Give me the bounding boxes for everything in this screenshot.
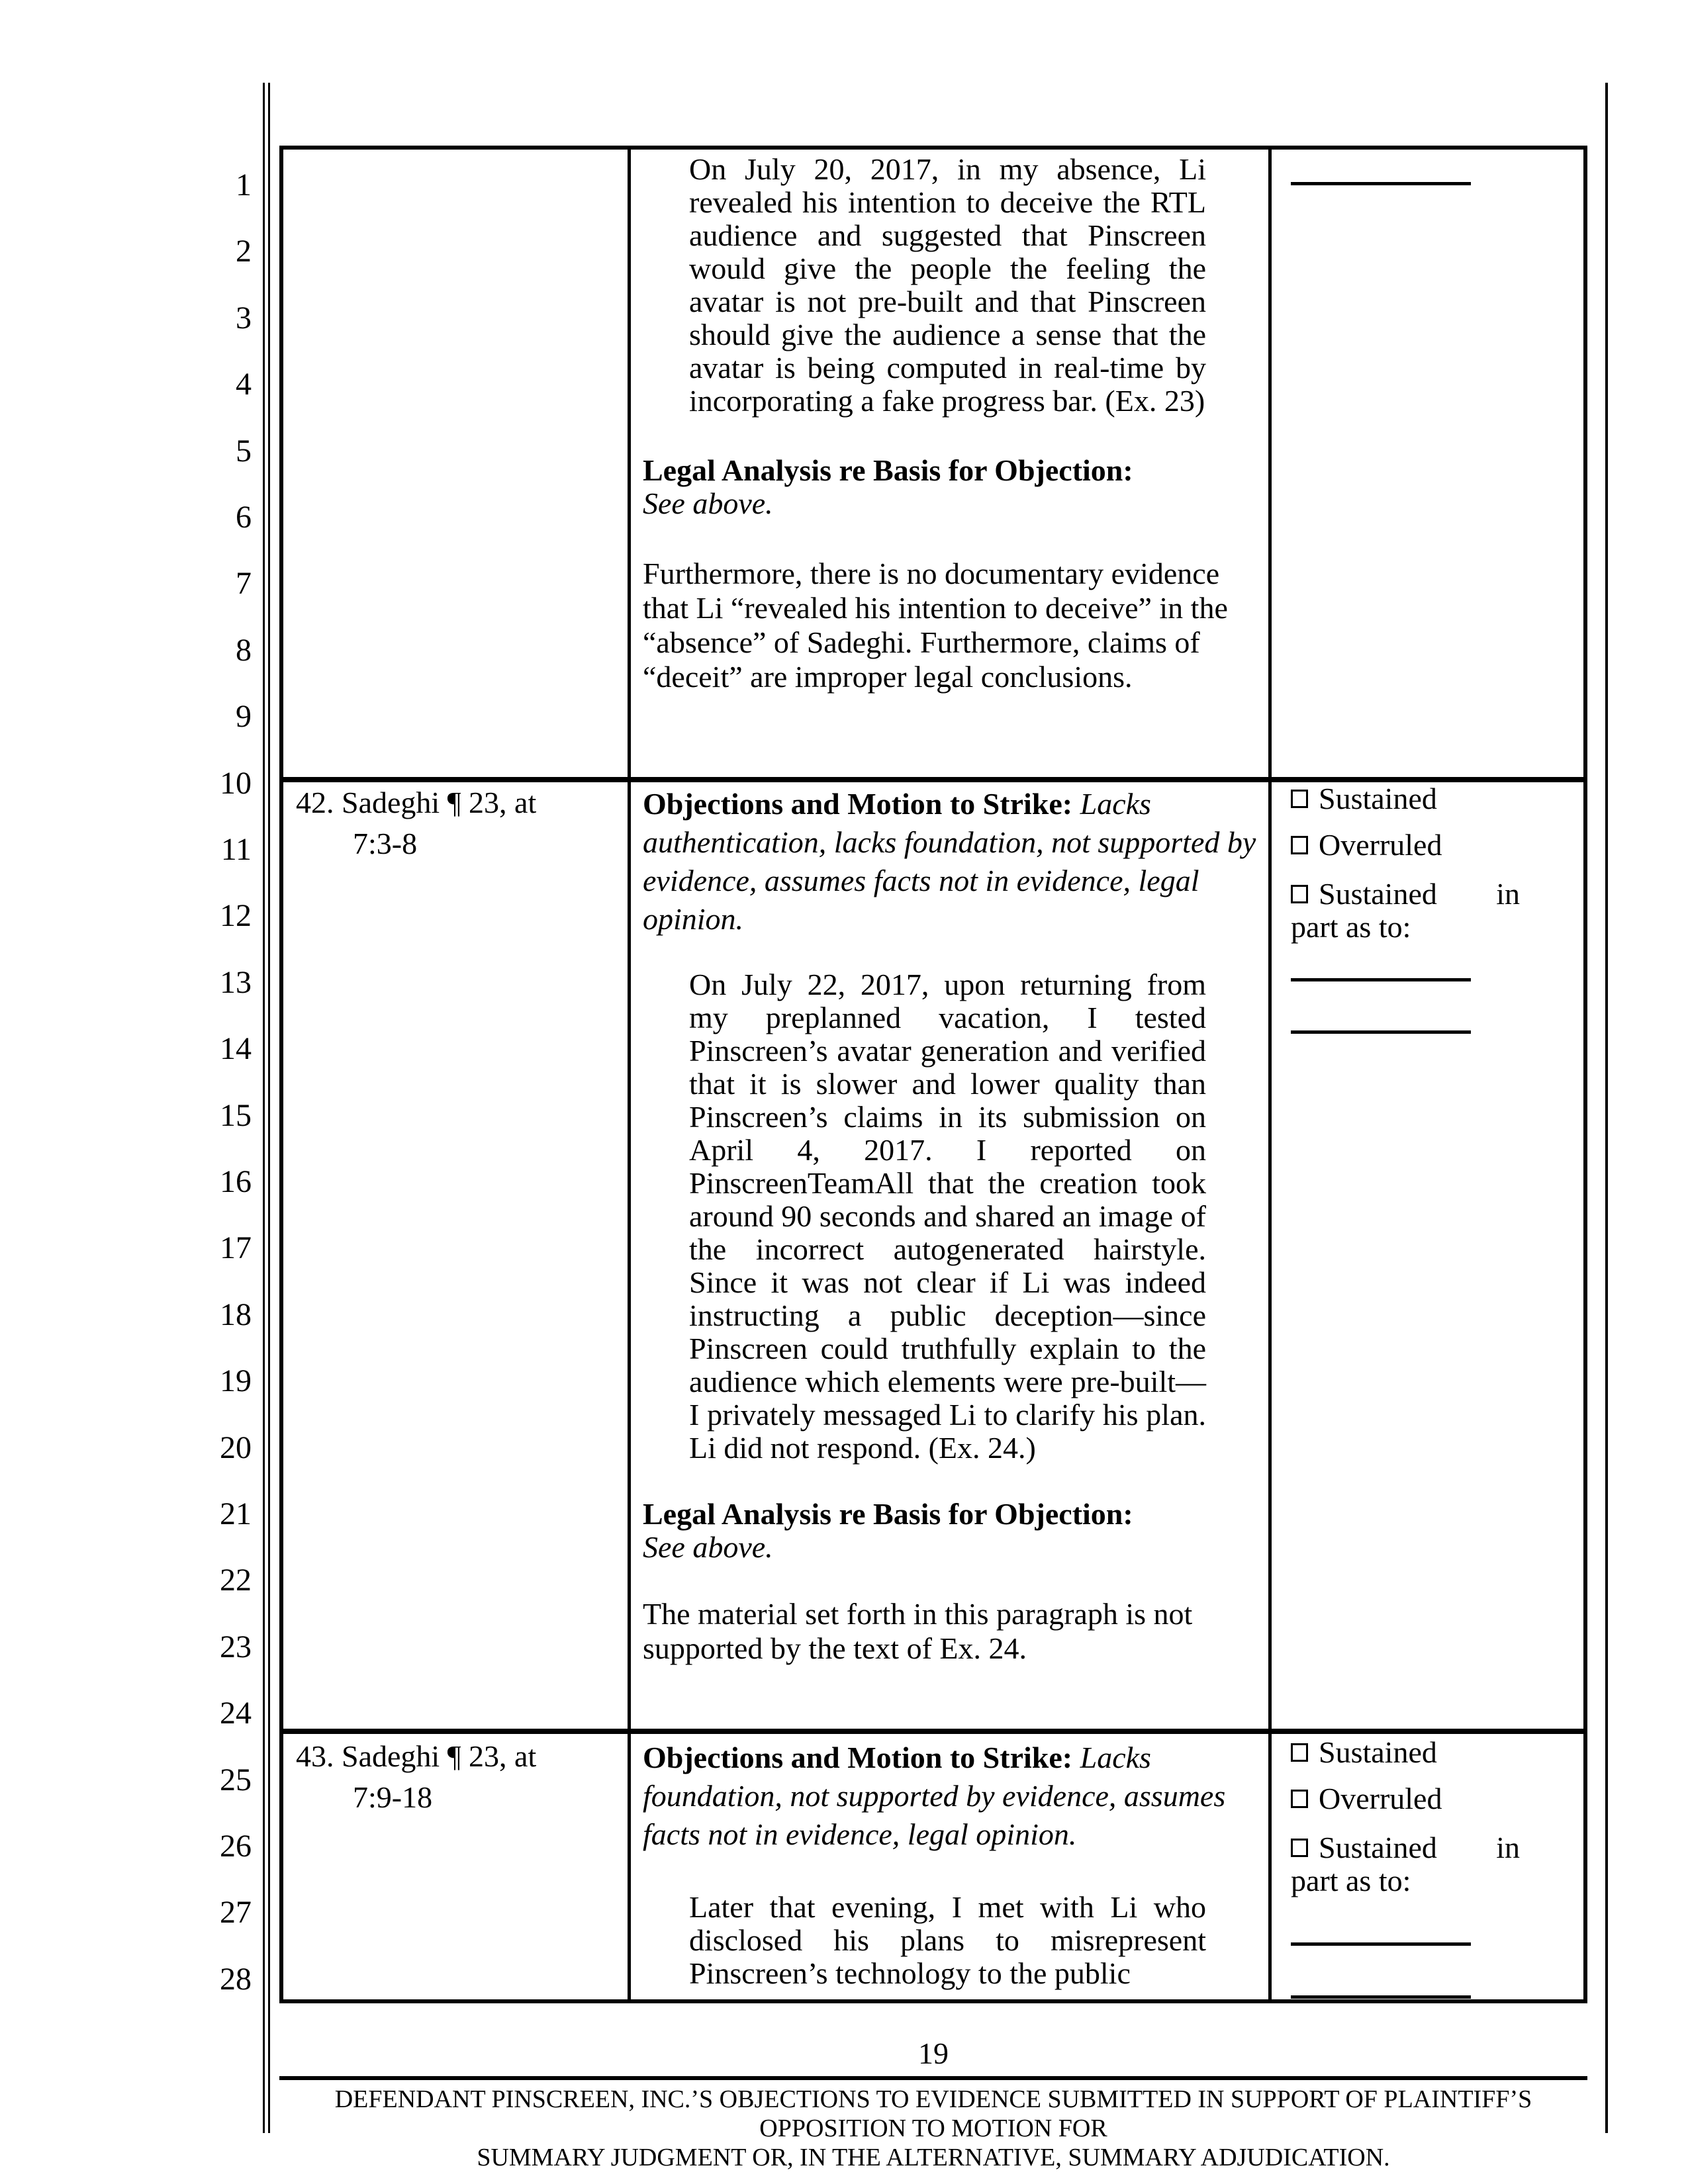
row42-ruling-cell [1271, 782, 1587, 1729]
line-number: 9 [236, 699, 252, 735]
ruling-option-sustained-in-part [1291, 1831, 1520, 1897]
row42-objection-label: Objections and Motion to Strike: [643, 787, 1073, 821]
row42-see-above-note: See above. [643, 1530, 773, 1564]
line-number: 4 [236, 367, 252, 402]
line-number: 18 [220, 1297, 252, 1332]
rowprev-ruling-cell [1271, 150, 1587, 777]
row42-citation-cell [283, 782, 628, 1729]
line-number: 22 [220, 1563, 252, 1598]
rowprev-legal-analysis-heading: Legal Analysis re Basis for Objection: [643, 453, 1133, 487]
line-number: 25 [220, 1762, 252, 1797]
ruling-option-label: Overruled [1319, 1782, 1442, 1815]
row43-objection-intro [643, 1739, 1260, 1854]
row43-objection-cell [632, 1736, 1270, 1999]
line-number: 27 [220, 1895, 252, 1931]
line-number: 16 [220, 1164, 252, 1199]
row-divider-42 [283, 777, 1583, 782]
ruling-option-label: Sustained in part as to: [1291, 1831, 1520, 1897]
line-number: 17 [220, 1230, 252, 1266]
ruling-blank-line [1291, 182, 1471, 185]
ruling-option-label: Sustained [1319, 782, 1437, 815]
line-number: 12 [220, 898, 252, 934]
line-number: 11 [220, 832, 252, 867]
left-double-rule-inner [268, 83, 270, 2133]
empty-checkbox-icon [1291, 1743, 1308, 1762]
line-number: 23 [220, 1629, 252, 1664]
row42-objection-cell [632, 782, 1270, 1729]
footer-title-line2: SUMMARY JUDGMENT OR, IN THE ALTERNATIVE, SUMMARY ADJUDICATION. [477, 2144, 1390, 2171]
left-double-rule-outer [263, 83, 265, 2133]
line-number: 8 [236, 632, 252, 668]
right-margin-rule [1605, 83, 1608, 2133]
ruling-blank-line [1291, 1030, 1471, 1034]
row-divider-43 [283, 1729, 1583, 1734]
line-number: 15 [220, 1097, 252, 1133]
line-number: 20 [220, 1430, 252, 1465]
page-number: 19 [918, 2036, 949, 2070]
empty-checkbox-icon [1291, 885, 1308, 903]
footer-title [279, 2085, 1587, 2172]
footer-rule [279, 2076, 1587, 2080]
row43-citation-line1: 43. Sadeghi ¶ 23, at [296, 1739, 537, 1773]
line-number: 28 [220, 1961, 252, 1997]
rowprev-declaration-quote: On July 20, 2017, in my absence, Li revealed his intention to deceive the RTL audience and suggested that Pinscreen would give the people the feeling the avatar is not pre-built and that Pinscreen should give the audience a sense that the avatar is being computed in real-time by incorporating a fake progress bar. (Ex. 23) [689, 152, 1206, 418]
ruling-option-sustained [1291, 1736, 1587, 1769]
row43-citation-line2: 7:9-18 [353, 1780, 433, 1814]
empty-checkbox-icon [1291, 1839, 1308, 1857]
row42-legal-analysis-heading: Legal Analysis re Basis for Objection: [643, 1497, 1133, 1531]
ruling-option-sustained [1291, 782, 1587, 815]
rowprev-analysis-paragraph: Furthermore, there is no documentary evidence that Li “revealed his intention to deceive” in the “absence” of Sadeghi. Furthermore, claims of “deceit” are improper legal conclusions. [643, 557, 1228, 694]
line-number: 1 [236, 167, 252, 203]
line-number: 21 [220, 1496, 252, 1531]
rowprev-objection-cell [632, 148, 1270, 776]
ruling-blank-line [1291, 978, 1471, 981]
ruling-option-overruled [1291, 829, 1587, 862]
line-number: 19 [220, 1363, 252, 1399]
line-number: 24 [220, 1696, 252, 1731]
empty-checkbox-icon [1291, 1790, 1308, 1808]
ruling-option-label: Sustained in part as to: [1291, 877, 1520, 944]
row43-citation-cell [283, 1736, 628, 1999]
line-number: 5 [236, 433, 252, 469]
line-number: 26 [220, 1829, 252, 1864]
row42-objection-grounds: Lacks authentication, lacks foundation, not supported by evidence, assumes facts not in evidence, legal opinion. [643, 787, 1256, 936]
rowprev-see-above-note: See above. [643, 486, 773, 520]
row42-citation-line1: 42. Sadeghi ¶ 23, at [296, 786, 537, 819]
ruling-option-label: Overruled [1319, 828, 1442, 862]
row42-analysis-paragraph: The material set forth in this paragraph is not supported by the text of Ex. 24. [643, 1597, 1193, 1665]
row42-declaration-quote: On July 22, 2017, upon returning from my preplanned vacation, I tested Pinscreen’s avatar generation and verified that it is slower and lower quality than Pinscreen’s claims in its submission on April 4, 2017. I reported on PinscreenTeamAll that the creation took around 90 seconds and shared an image of the incorrect autogenerated hairstyle. Since it was not clear if Li was indeed instructing a public deception—since Pinscreen could truthfully explain to the audience which elements were pre-built—I privately messaged Li to clarify his plan. Li did not respond. (Ex. 24.) [689, 968, 1206, 1465]
line-number: 6 [236, 500, 252, 535]
row43-ruling-cell [1271, 1736, 1587, 1999]
row43-objection-label: Objections and Motion to Strike: [643, 1741, 1073, 1774]
ruling-blank-line [1291, 1995, 1471, 1999]
line-number: 2 [236, 234, 252, 269]
column-divider-1 [628, 150, 631, 1999]
ruling-option-overruled [1291, 1782, 1587, 1815]
row42-citation-line2: 7:3-8 [353, 827, 418, 860]
row42-objection-intro [643, 785, 1260, 938]
line-number: 14 [220, 1031, 252, 1067]
ruling-option-label: Sustained [1319, 1736, 1437, 1769]
ruling-option-sustained-in-part [1291, 878, 1520, 944]
empty-checkbox-icon [1291, 790, 1308, 808]
line-number: 3 [236, 300, 252, 336]
line-number: 7 [236, 566, 252, 602]
row43-objection-grounds: Lacks foundation, not supported by evidence, assumes facts not in evidence, legal opinion. [643, 1741, 1226, 1851]
row43-declaration-quote: Later that evening, I met with Li who disclosed his plans to misrepresent Pinscreen’s technology to the public [689, 1890, 1206, 1990]
footer-title-line1: DEFENDANT PINSCREEN, INC.’S OBJECTIONS TO EVIDENCE SUBMITTED IN SUPPORT OF PLAINTIFF’S OPPOSITION TO MOTION FOR [334, 2085, 1532, 2142]
line-number: 10 [220, 765, 252, 801]
line-number: 13 [220, 964, 252, 1000]
empty-checkbox-icon [1291, 836, 1308, 854]
ruling-blank-line [1291, 1942, 1471, 1946]
